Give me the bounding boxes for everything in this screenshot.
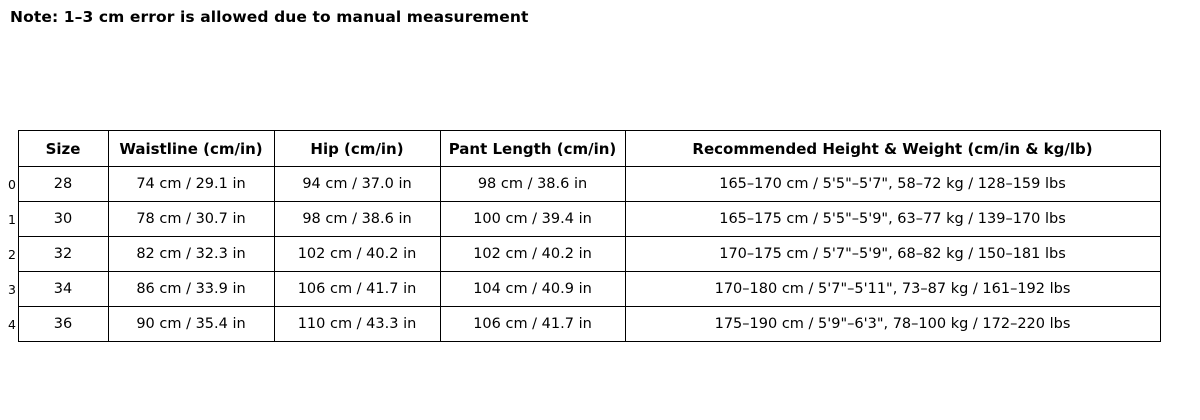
row-index-label: 4 <box>8 307 18 342</box>
row-index-label: 2 <box>8 237 18 272</box>
row-index-label: 3 <box>8 272 18 307</box>
cell-hip: 98 cm / 38.6 in <box>274 202 440 237</box>
cell-waistline: 82 cm / 32.3 in <box>108 237 274 272</box>
table-row <box>8 237 1160 272</box>
table-row <box>8 307 1160 342</box>
size-chart-container <box>8 130 1160 342</box>
cell-recommended: 165–170 cm / 5'5"–5'7", 58–72 kg / 128–159 lbs <box>625 167 1160 202</box>
cell-size: 32 <box>18 237 108 272</box>
cell-pant-length: 98 cm / 38.6 in <box>440 167 625 202</box>
measurement-note: Note: 1–3 cm error is allowed due to manual measurement <box>10 8 529 26</box>
cell-waistline: 86 cm / 33.9 in <box>108 272 274 307</box>
cell-pant-length: 102 cm / 40.2 in <box>440 237 625 272</box>
cell-size: 28 <box>18 167 108 202</box>
cell-hip: 110 cm / 43.3 in <box>274 307 440 342</box>
table-row <box>8 272 1160 307</box>
column-header-hip: Hip (cm/in) <box>274 131 440 167</box>
table-header-row <box>8 131 1160 167</box>
cell-hip: 94 cm / 37.0 in <box>274 167 440 202</box>
cell-hip: 102 cm / 40.2 in <box>274 237 440 272</box>
row-index-label: 1 <box>8 202 18 237</box>
cell-recommended: 165–175 cm / 5'5"–5'9", 63–77 kg / 139–170 lbs <box>625 202 1160 237</box>
cell-waistline: 74 cm / 29.1 in <box>108 167 274 202</box>
cell-recommended: 170–180 cm / 5'7"–5'11", 73–87 kg / 161–192 lbs <box>625 272 1160 307</box>
cell-waistline: 90 cm / 35.4 in <box>108 307 274 342</box>
size-chart-table <box>8 130 1161 342</box>
cell-size: 30 <box>18 202 108 237</box>
column-header-pant-length: Pant Length (cm/in) <box>440 131 625 167</box>
column-header-waistline: Waistline (cm/in) <box>108 131 274 167</box>
cell-waistline: 78 cm / 30.7 in <box>108 202 274 237</box>
cell-hip: 106 cm / 41.7 in <box>274 272 440 307</box>
column-header-recommended: Recommended Height & Weight (cm/in & kg/lb) <box>625 131 1160 167</box>
cell-size: 34 <box>18 272 108 307</box>
cell-recommended: 175–190 cm / 5'9"–6'3", 78–100 kg / 172–220 lbs <box>625 307 1160 342</box>
cell-pant-length: 104 cm / 40.9 in <box>440 272 625 307</box>
cell-recommended: 170–175 cm / 5'7"–5'9", 68–82 kg / 150–181 lbs <box>625 237 1160 272</box>
cell-pant-length: 100 cm / 39.4 in <box>440 202 625 237</box>
cell-size: 36 <box>18 307 108 342</box>
column-header-size: Size <box>18 131 108 167</box>
cell-pant-length: 106 cm / 41.7 in <box>440 307 625 342</box>
row-index-header <box>8 131 18 167</box>
table-row <box>8 167 1160 202</box>
table-row <box>8 202 1160 237</box>
row-index-label: 0 <box>8 167 18 202</box>
